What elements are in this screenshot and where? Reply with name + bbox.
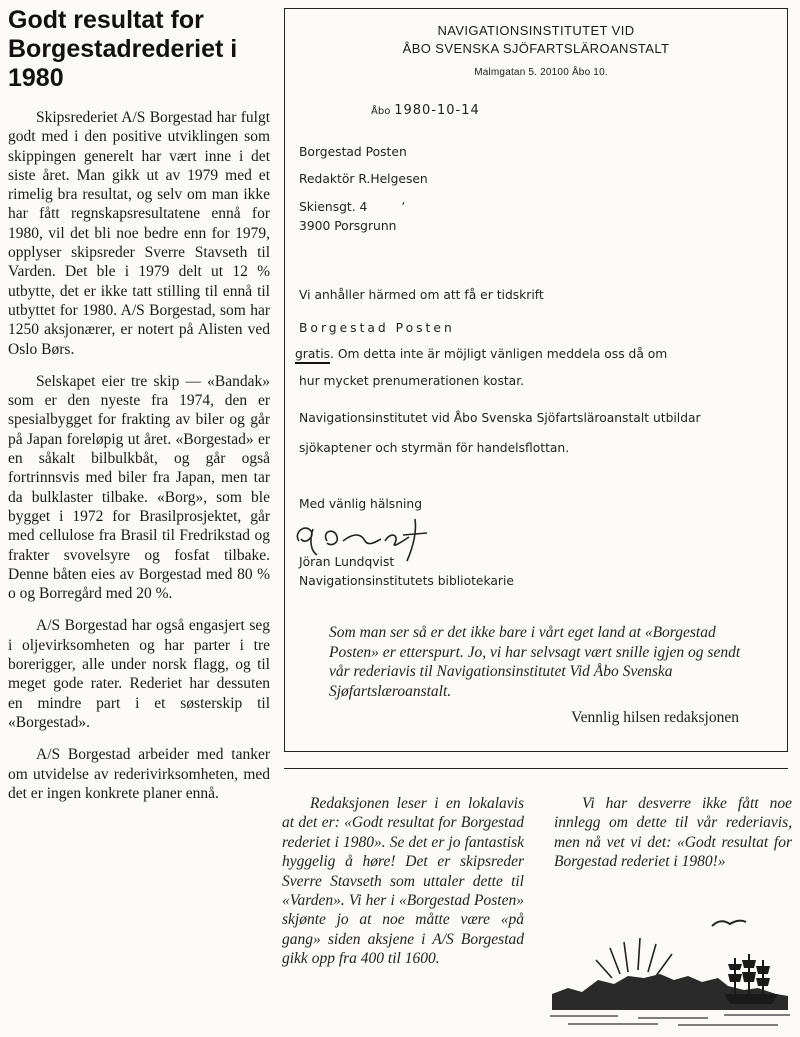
article-paragraph: Skipsrederiet A/S Borgestad har fulgt godt med i den positive utviklingen som skippingen generelt har vært inne i det siste året. Man gikk ut av 1979 med et rimelig bra resultat, og selv om man ikke har fått regnskapsresultatene ennå for 1980, vil det bli noe bedre enn for 1979, opplyser skipsreder Sverre Stavseth til Varden. Det ble i 1979 delt ut 12 % utbytte, det er ikke tatt stilling til ennå til utbyttet for 1980. A/S Borgestad, som har 1250 aksjonærer, er notert på Alisten ved Oslo Børs.	[8, 109, 270, 358]
recipient-line1: Borgestad Posten	[299, 145, 407, 159]
editorial-reply: Som man ser så er det ikke bare i vårt eget land at «Borgestad Posten» er etterspurt. Jo, vi har selvsagt vært snille igjen og sendt vår rederiavis til Navigationsinstitutet Vid Åbo Svenska Sjøfartslæroanstalt.	[329, 624, 741, 700]
recipient-line2: Redaktör R.Helgesen	[299, 172, 428, 186]
letter-body-line6: sjökaptener och styrmän för handelsflottan.	[299, 441, 570, 455]
letter-box	[284, 8, 788, 752]
editorial-note-right: Vi har desverre ikke fått noe innlegg om dette til vår rederiavis, men nå vet vi det: «Godt resultat for Borgestad rederiet i 1980!»	[554, 795, 792, 871]
typewriter-mark: ʼ	[401, 200, 406, 214]
letter-institution-line1: NAVIGATIONSINSTITUTET VID	[437, 23, 635, 38]
letter-signer-name: Jöran Lundqvist	[299, 555, 395, 569]
letter-address: Malmgatan 5. 20100 Åbo 10.	[474, 67, 608, 78]
letter-institution-line2: ÅBO SVENSKA SJÖFARTSLÄROANSTALT	[402, 41, 670, 56]
letter-date	[371, 103, 480, 118]
letter-closing: Med vänlig hälsning	[299, 497, 423, 511]
article-paragraph: A/S Borgestad arbeider med tanker om utvidelse av rederivirksomheten, med det er ingen konkrete planer ennå.	[8, 746, 270, 802]
editorial-sign-off: Vennlig hilsen redaksjonen	[571, 709, 739, 726]
gratis-underlined: gratis	[295, 347, 330, 364]
article-paragraph: Selskapet eier tre skip — «Bandak» som er den nyeste fra 1974, den er spesialbygget for frakting av biler og går på Japan foreløpig ut året. «Borgestad» er en såkalt bilbulkbåt, og går også fortrinnsvis med biler fra Japan, men tar da bulklaster tilbake. «Borg», som ble bygget i 1972 for Brasilprosjektet, går med cellulose fra Brasil til Fredrikstad og frakter svovelsyre og fosfat tilbake. Denne båten eies av Borgestad med 80 % o og Borregård med 20 %.	[8, 372, 270, 603]
letter-body-line1: Vi anhåller härmed om att få er tidskrift	[299, 288, 544, 302]
letter-body-line3	[295, 347, 667, 361]
harbor-sunrise-illustration	[548, 908, 792, 1028]
recipient-street: Skiensgt. 4	[299, 200, 368, 214]
letter-body-line4: hur mycket prenumerationen kostar.	[299, 374, 525, 388]
recipient-line4: 3900 Porsgrunn	[299, 219, 397, 233]
letter-date-place: Åbo	[371, 106, 391, 117]
letter-date-value: 1980-10-14	[394, 103, 480, 118]
section-divider	[284, 768, 788, 769]
sailing-ship	[724, 954, 778, 1004]
sun-rays	[596, 938, 672, 978]
letter-body-line5: Navigationsinstitutet vid Åbo Svenska Sjöfartsläroanstalt utbildar	[299, 411, 701, 425]
editorial-note-left: Redaksjonen leser i en lokalavis at det er: «Godt resultat for Borgestad rederiet i 1980». Se det er jo fantastisk hyggelig å høre! Det er skipsreder Sverre Stavseth som uttaler dette til «Varden». Vi her i «Borgestad Posten» skjønte jo at noe måtte være «på gang» siden aksjene i A/S Borgestad gikk opp fra 400 til 1600.	[282, 795, 524, 968]
article-headline: Godt resultat for Borgestadrederiet i 1980	[8, 6, 238, 92]
article-body	[8, 108, 270, 816]
letter-signer-title: Navigationsinstitutets bibliotekarie	[299, 574, 514, 588]
letter-body-line2: Borgestad Posten	[299, 321, 455, 335]
recipient-line3	[299, 200, 405, 214]
letter-body-line3-rest: . Om detta inte är möjligt vänligen meddela oss då om	[330, 347, 668, 361]
article-paragraph: A/S Borgestad har også engasjert seg i oljevirksomheten og har parter i tre borerigger, alle under norsk flagg, og til meget gode rater. Rederiet har dessuten en mindre part i et søsterskip til «Borgestad».	[8, 617, 270, 731]
